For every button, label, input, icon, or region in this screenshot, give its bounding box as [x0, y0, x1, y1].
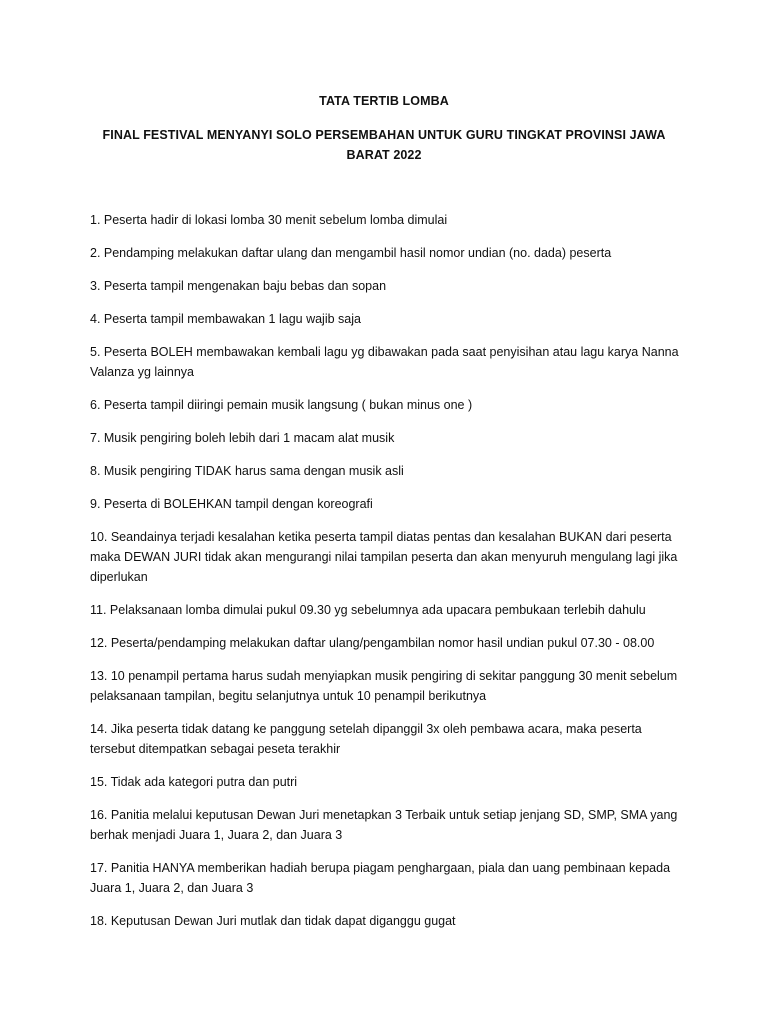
rule-item: 2. Pendamping melakukan daftar ulang dan mengambil hasil nomor undian (no. dada) peserta — [90, 246, 612, 260]
rule-item: 10. Seandainya terjadi kesalahan ketika peserta tampil diatas pentas dan kesalahan BUKAN dari peserta maka DEWAN JURI tidak akan mengurangi nilai tampilan peserta dan akan menyuruh mengulang lagi jika diperlukan — [90, 530, 678, 584]
rule-item: 13. 10 penampil pertama harus sudah menyiapkan musik pengiring di sekitar panggung 30 menit sebelum pelaksanaan tampilan, begitu selanjutnya untuk 10 penampil berikutnya — [90, 669, 678, 703]
rule-item: 12. Peserta/pendamping melakukan daftar ulang/pengambilan nomor hasil undian pukul 07.30 - 08.00 — [90, 636, 655, 650]
rule-item: 6. Peserta tampil diiringi pemain musik langsung ( bukan minus one ) — [90, 398, 473, 412]
rule-item: 7. Musik pengiring boleh lebih dari 1 macam alat musik — [90, 431, 395, 445]
rule-item: 4. Peserta tampil membawakan 1 lagu wajib saja — [90, 312, 361, 326]
rule-item: 17. Panitia HANYA memberikan hadiah berupa piagam penghargaan, piala dan uang pembinaan kepada Juara 1, Juara 2, dan Juara 3 — [90, 861, 671, 895]
rule-item: 15. Tidak ada kategori putra dan putri — [90, 775, 298, 789]
rule-item: 8. Musik pengiring TIDAK harus sama dengan musik asli — [90, 464, 404, 478]
document-title: TATA TERTIB LOMBA — [319, 94, 449, 108]
rule-item: 18. Keputusan Dewan Juri mutlak dan tidak dapat diganggu gugat — [90, 914, 456, 928]
rule-item: 16. Panitia melalui keputusan Dewan Juri menetapkan 3 Terbaik untuk setiap jenjang SD, SMP, SMA yang berhak menjadi Juara 1, Juara 2, dan Juara 3 — [90, 808, 678, 842]
rule-item: 11. Pelaksanaan lomba dimulai pukul 09.30 yg sebelumnya ada upacara pembukaan terlebih dahulu — [90, 603, 646, 617]
rule-item: 1. Peserta hadir di lokasi lomba 30 menit sebelum lomba dimulai — [90, 213, 448, 227]
rules-list — [90, 210, 690, 944]
rule-item: 5. Peserta BOLEH membawakan kembali lagu yg dibawakan pada saat penyisihan atau lagu karya Nanna Valanza yg lainnya — [90, 345, 679, 379]
rule-item: 9. Peserta di BOLEHKAN tampil dengan koreografi — [90, 497, 373, 511]
rule-item: 14. Jika peserta tidak datang ke panggung setelah dipanggil 3x oleh pembawa acara, maka peserta tersebut ditempatkan sebagai peseta terakhir — [90, 722, 642, 756]
rule-item: 3. Peserta tampil mengenakan baju bebas dan sopan — [90, 279, 387, 293]
document-subtitle: FINAL FESTIVAL MENYANYI SOLO PERSEMBAHAN UNTUK GURU TINGKAT PROVINSI JAWA BARAT 2022 — [102, 128, 666, 162]
